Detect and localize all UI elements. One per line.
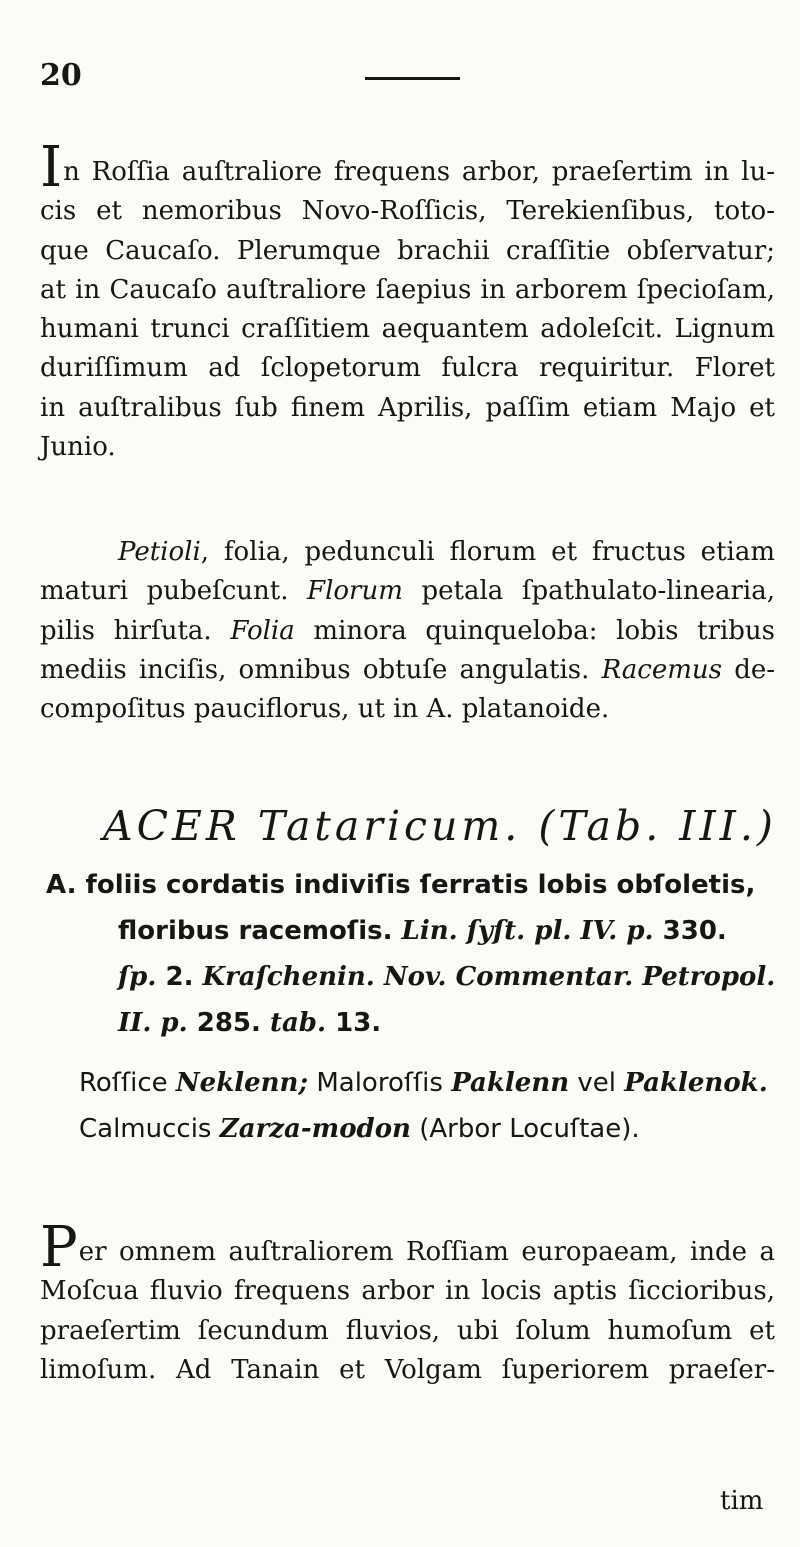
text-line: Calmuccis Zarza-modon (Arbor Locuſtae). (79, 1114, 640, 1144)
drop-cap: I (40, 135, 63, 200)
drop-cap: P (40, 1215, 78, 1280)
text-line: que Caucaſo. Plerumque brachii craſſitie obſervatur; (40, 235, 775, 266)
text-line: limoſum. Ad Tanain et Volgam ſuperiorem praeſer- (40, 1354, 775, 1385)
paragraph-3 (40, 1215, 775, 1390)
text-line: ſp. 2. Kraſchenin. Nov. Commentar. Petropol. (118, 962, 776, 992)
header-rule (365, 77, 460, 80)
paragraph-2 (40, 533, 775, 729)
text-line: mediis inciſis, omnibus obtuſe angulatis. Racemus de- (40, 654, 776, 685)
text-line: II. p. 285. tab. 13. (118, 1008, 382, 1038)
paragraph-1 (40, 135, 775, 467)
text-line: maturi pubeſcunt. Florum petala ſpathulato-linearia, (40, 576, 776, 607)
text-line: A. foliis cordatis indiviſis ſerratis lobis obſoletis, (46, 870, 756, 900)
text-line: in auſtralibus ſub finem Aprilis, paſſim etiam Majo et (40, 392, 775, 423)
text-line: In Roſſia auſtraliore frequens arbor, praeſertim in lu- (40, 135, 775, 200)
text-line: floribus racemoſis. Lin. ſyſt. pl. IV. p. 330. (118, 916, 727, 946)
catchword: tim (720, 1486, 764, 1516)
species-diagnosis (46, 862, 776, 1046)
text-line: duriſſimum ad ſclopetorum fulcra requiritur. Floret (40, 353, 775, 384)
text-line: Petioli, folia, pedunculi florum et fructus etiam (118, 537, 775, 567)
text-line: Moſcua fluvio frequens arbor in locis aptis ſiccioribus, (40, 1276, 775, 1307)
text-line: humani trunci craſſitiem aequantem adoleſcit. Lignum (40, 314, 775, 345)
text-line: pilis hirſuta. Folia minora quinqueloba: lobis tribus (40, 615, 776, 646)
text-line: at in Caucaſo auſtraliore ſaepius in arborem ſpecioſam, (40, 274, 775, 305)
text-line: cis et nemoribus Novo-Roſſicis, Terekienſibus, toto- (40, 196, 775, 227)
vernacular-names (79, 1060, 789, 1152)
text-line: Junio. (40, 432, 116, 463)
text-line: compoſitus pauciflorus, ut in A. platanoide. (40, 694, 610, 725)
page-number: 20 (40, 58, 82, 93)
text-line: Roſſice Neklenn; Maloroſſis Paklenn vel Paklenok. (79, 1068, 768, 1098)
species-heading: ACER Tataricum. (Tab. III.) (103, 802, 777, 850)
text-line: Per omnem auſtraliorem Roſſiam europaeam, inde a (40, 1215, 775, 1280)
text-line: praeſertim ſecundum fluvios, ubi ſolum humoſum et (40, 1315, 775, 1346)
